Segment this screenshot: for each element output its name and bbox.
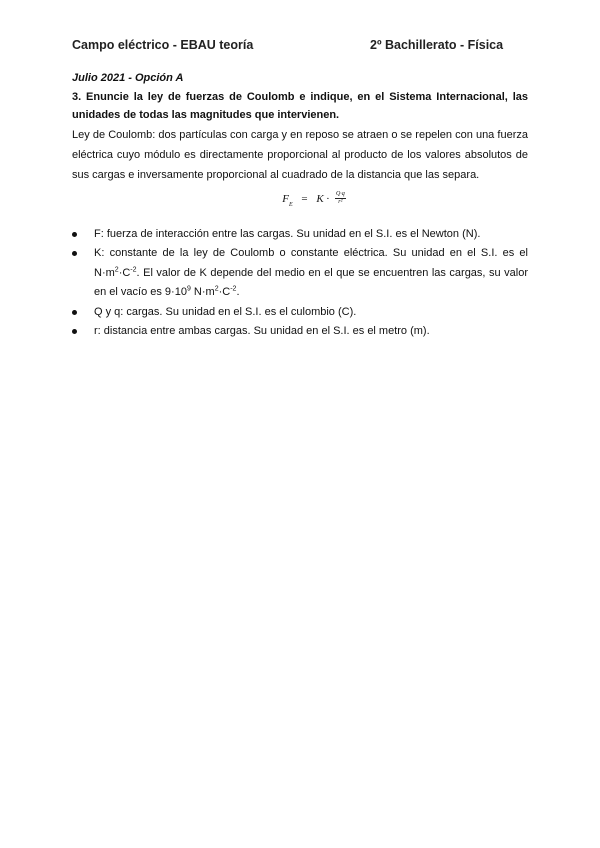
constant-text-c: . El valor de K depende del medio en el que se encuentren las cargas, su valor en el vacío es 9·10 bbox=[94, 266, 528, 298]
constant-sup-1: 2 bbox=[114, 265, 119, 273]
formula-numerator: Q·q bbox=[335, 191, 345, 198]
constant-text-f: . bbox=[236, 286, 240, 298]
formula-equals: = bbox=[301, 192, 308, 205]
formula-fraction bbox=[335, 191, 346, 206]
bullet-icon bbox=[72, 329, 77, 334]
bullet-icon bbox=[72, 251, 77, 256]
constant-text-d: N·m bbox=[190, 286, 215, 298]
bullet-text-constant bbox=[94, 247, 528, 298]
list-item bbox=[72, 244, 528, 303]
formula-force-subscript: E bbox=[288, 201, 293, 208]
bullet-icon bbox=[72, 310, 77, 315]
exam-label: Julio 2021 - Opción A bbox=[72, 72, 184, 84]
answer-text: Ley de Coulomb: dos partículas con carga y en reposo se atraen o se repelen con una fuerza eléctrica cuyo módulo es directamente proporcional al producto de los valores absolutos de sus cargas e inversamente proporcional al cuadrado de la distancia que las separa. bbox=[72, 128, 528, 181]
coulomb-formula bbox=[72, 191, 528, 215]
constant-sup-2: -2 bbox=[130, 265, 137, 273]
formula-force: F bbox=[282, 192, 289, 205]
magnitudes-list bbox=[72, 225, 528, 342]
list-item bbox=[72, 225, 528, 245]
header-topic: Campo eléctrico - EBAU teoría bbox=[72, 38, 254, 52]
constant-text-e: ·C bbox=[218, 286, 231, 298]
bullet-text-force: F: fuerza de interacción entre las cargas. Su unidad en el S.I. es el Newton (N). bbox=[94, 227, 481, 240]
bullet-text-distance: r: distancia entre ambas cargas. Su unidad en el S.I. es el metro (m). bbox=[94, 325, 430, 337]
formula-denominator: r² bbox=[338, 199, 343, 206]
constant-text-a: K: constante de la ley de Coulomb o constante eléctrica. Su unidad en el S.I. es el N·m bbox=[94, 247, 528, 279]
list-item bbox=[72, 322, 528, 342]
question-text: 3. Enuncie la ley de fuerzas de Coulomb e indique, en el Sistema Internacional, las unidades de todas las magnitudes que intervienen. bbox=[72, 90, 528, 121]
formula-constant: K · bbox=[316, 192, 330, 205]
list-item bbox=[72, 303, 528, 323]
constant-sup-4: 2 bbox=[214, 285, 219, 293]
header-course: 2º Bachillerato - Física bbox=[370, 38, 504, 52]
constant-text-b: ·C bbox=[118, 266, 131, 279]
constant-sup-5: -2 bbox=[230, 285, 237, 293]
formula-box bbox=[282, 191, 346, 211]
bullet-text-charges: Q y q: cargas. Su unidad en el S.I. es el culombio (C). bbox=[94, 305, 357, 318]
bullet-icon bbox=[72, 232, 77, 237]
constant-sup-3: 9 bbox=[186, 285, 191, 293]
page-content bbox=[72, 70, 528, 342]
